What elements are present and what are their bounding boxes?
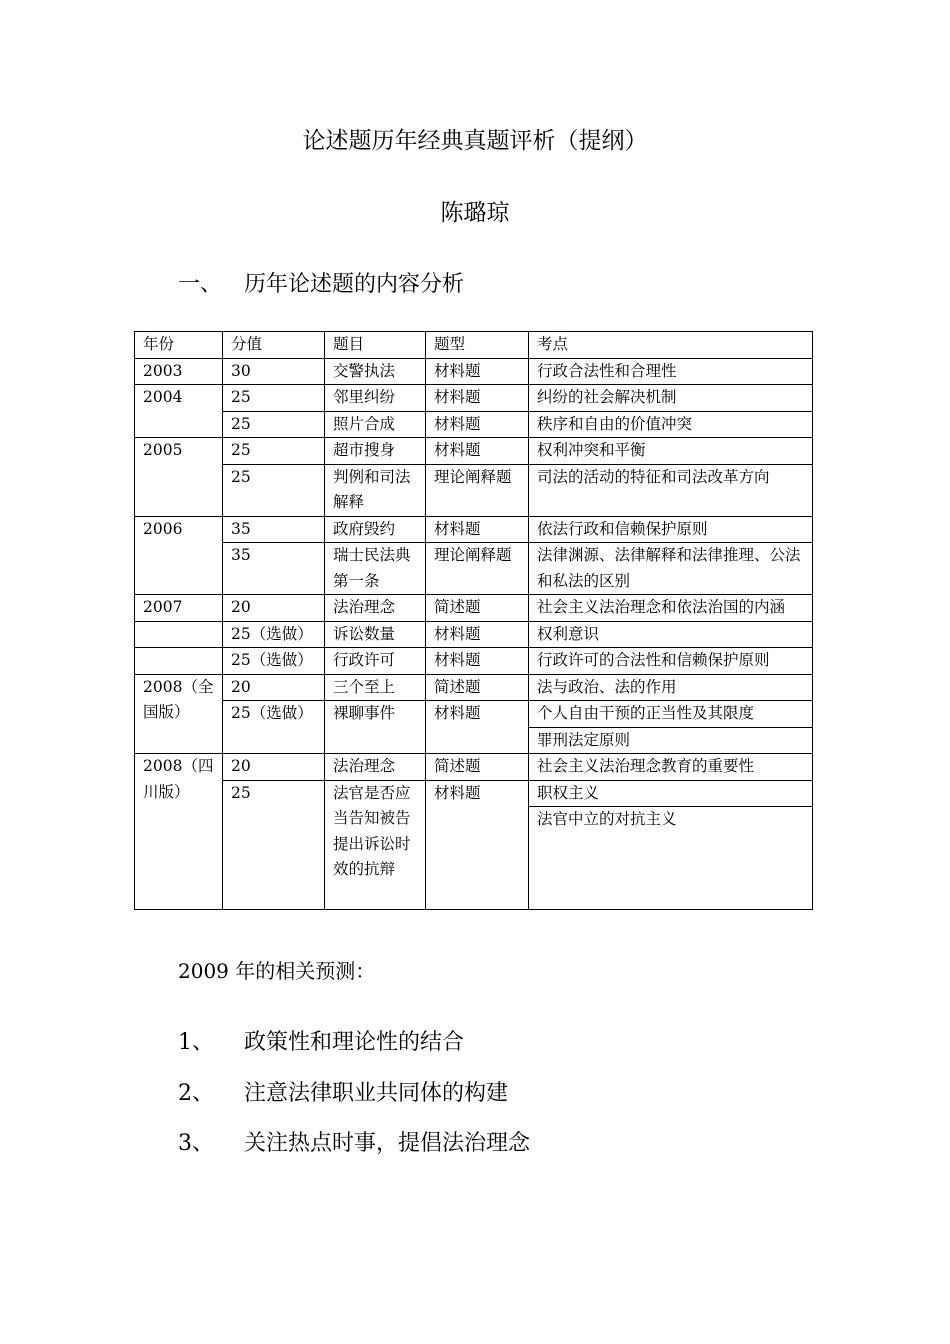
cell-score: 25（选做） bbox=[223, 701, 325, 754]
cell-topic: 瑞士民法典第一条 bbox=[325, 543, 426, 595]
cell-score: 20 bbox=[223, 595, 325, 622]
table-row bbox=[135, 543, 813, 595]
section-title: 历年论述题的内容分析 bbox=[244, 272, 465, 297]
table-row bbox=[135, 438, 813, 465]
exam-analysis-table bbox=[134, 331, 813, 910]
cell-score: 25（选做） bbox=[223, 621, 325, 648]
cell-type: 材料题 bbox=[426, 411, 529, 438]
cell-point bbox=[529, 780, 813, 909]
cell-topic: 诉讼数量 bbox=[325, 621, 426, 648]
cell-point: 权利意识 bbox=[529, 621, 813, 648]
cell-point: 法律渊源、法律解释和法律推理、公法和私法的区别 bbox=[529, 543, 813, 595]
cell-topic: 法官是否应当告知被告提出诉讼时效的抗辩 bbox=[325, 780, 426, 909]
table-row bbox=[135, 674, 813, 701]
header-year: 年份 bbox=[135, 332, 223, 359]
cell-type: 材料题 bbox=[426, 648, 529, 675]
cell-topic: 政府毁约 bbox=[325, 516, 426, 543]
cell-type: 材料题 bbox=[426, 516, 529, 543]
header-type: 题型 bbox=[426, 332, 529, 359]
cell-score: 25（选做） bbox=[223, 648, 325, 675]
list-item bbox=[178, 1077, 530, 1128]
cell-point: 司法的活动的特征和司法改革方向 bbox=[529, 464, 813, 516]
cell-score: 30 bbox=[223, 358, 325, 385]
prediction-heading: 2009 年的相关预测： bbox=[178, 959, 376, 983]
table-row bbox=[135, 411, 813, 438]
cell-type: 材料题 bbox=[426, 780, 529, 909]
cell-topic: 邻里纠纷 bbox=[325, 385, 426, 412]
item-text: 政策性和理论性的结合 bbox=[244, 1030, 465, 1055]
cell-point: 纠纷的社会解决机制 bbox=[529, 385, 813, 412]
section-heading bbox=[178, 268, 464, 302]
cell-type: 简述题 bbox=[426, 674, 529, 701]
point-line: 个人自由干预的正当性及其限度 bbox=[529, 701, 812, 728]
cell-topic: 照片合成 bbox=[325, 411, 426, 438]
cell-point: 行政许可的合法性和信赖保护原则 bbox=[529, 648, 813, 675]
cell-topic: 行政许可 bbox=[325, 648, 426, 675]
cell-type: 理论阐释题 bbox=[426, 464, 529, 516]
cell-year: 2008（全国版） bbox=[135, 674, 223, 754]
table-row bbox=[135, 621, 813, 648]
list-item bbox=[178, 1127, 530, 1178]
cell-topic: 法治理念 bbox=[325, 754, 426, 781]
cell-point: 社会主义法治理念和依法治国的内涵 bbox=[529, 595, 813, 622]
cell-point: 权利冲突和平衡 bbox=[529, 438, 813, 465]
cell-year: 2004 bbox=[135, 385, 223, 438]
cell-year: 2008（四川版） bbox=[135, 754, 223, 910]
cell-type: 材料题 bbox=[426, 701, 529, 754]
item-number: 3、 bbox=[178, 1131, 214, 1156]
cell-type: 简述题 bbox=[426, 595, 529, 622]
cell-score: 25 bbox=[223, 385, 325, 412]
table-row bbox=[135, 648, 813, 675]
document-title: 论述题历年经典真题评析（提纲） bbox=[302, 128, 648, 154]
header-score: 分值 bbox=[223, 332, 325, 359]
cell-score: 20 bbox=[223, 674, 325, 701]
table-header-row bbox=[135, 332, 813, 359]
cell-point bbox=[529, 701, 813, 754]
section-number: 一、 bbox=[178, 272, 223, 297]
cell-point: 法与政治、法的作用 bbox=[529, 674, 813, 701]
cell-score: 25 bbox=[223, 411, 325, 438]
cell-type: 材料题 bbox=[426, 358, 529, 385]
item-number: 2、 bbox=[178, 1080, 214, 1106]
cell-point: 社会主义法治理念教育的重要性 bbox=[529, 754, 813, 781]
cell-year: 2006 bbox=[135, 516, 223, 595]
cell-type: 简述题 bbox=[426, 754, 529, 781]
list-item bbox=[178, 1026, 530, 1077]
cell-topic: 超市搜身 bbox=[325, 438, 426, 465]
cell-year: 2003 bbox=[135, 358, 223, 385]
cell-topic: 裸聊事件 bbox=[325, 701, 426, 754]
point-line: 罪刑法定原则 bbox=[537, 730, 631, 749]
cell-year: 2007 bbox=[135, 595, 223, 622]
item-text: 关注热点时事，提倡法治理念 bbox=[244, 1131, 531, 1156]
cell-year bbox=[135, 621, 223, 648]
table-row bbox=[135, 754, 813, 781]
table-row bbox=[135, 595, 813, 622]
cell-type: 材料题 bbox=[426, 621, 529, 648]
author-name: 陈璐琼 bbox=[440, 200, 510, 226]
cell-score: 25 bbox=[223, 464, 325, 516]
cell-topic: 法治理念 bbox=[325, 595, 426, 622]
cell-year bbox=[135, 648, 223, 675]
cell-score: 25 bbox=[223, 438, 325, 465]
cell-score: 20 bbox=[223, 754, 325, 781]
table-row bbox=[135, 358, 813, 385]
table-row bbox=[135, 780, 813, 909]
cell-topic: 判例和司法解释 bbox=[325, 464, 426, 516]
header-point: 考点 bbox=[529, 332, 813, 359]
cell-score: 35 bbox=[223, 543, 325, 595]
item-text: 注意法律职业共同体的构建 bbox=[244, 1080, 509, 1106]
prediction-list bbox=[178, 1026, 530, 1178]
cell-point: 依法行政和信赖保护原则 bbox=[529, 516, 813, 543]
table-row bbox=[135, 516, 813, 543]
table-row bbox=[135, 385, 813, 412]
point-line: 职权主义 bbox=[529, 781, 812, 808]
cell-topic: 三个至上 bbox=[325, 674, 426, 701]
cell-type: 材料题 bbox=[426, 385, 529, 412]
cell-score: 35 bbox=[223, 516, 325, 543]
cell-topic: 交警执法 bbox=[325, 358, 426, 385]
cell-score: 25 bbox=[223, 780, 325, 909]
item-number: 1、 bbox=[178, 1030, 214, 1055]
cell-type: 理论阐释题 bbox=[426, 543, 529, 595]
header-topic: 题目 bbox=[325, 332, 426, 359]
cell-point: 行政合法性和合理性 bbox=[529, 358, 813, 385]
point-line: 法官中立的对抗主义 bbox=[537, 810, 677, 828]
table-row bbox=[135, 701, 813, 754]
cell-point: 秩序和自由的价值冲突 bbox=[529, 411, 813, 438]
table-row bbox=[135, 464, 813, 516]
cell-year: 2005 bbox=[135, 438, 223, 517]
cell-type: 材料题 bbox=[426, 438, 529, 465]
